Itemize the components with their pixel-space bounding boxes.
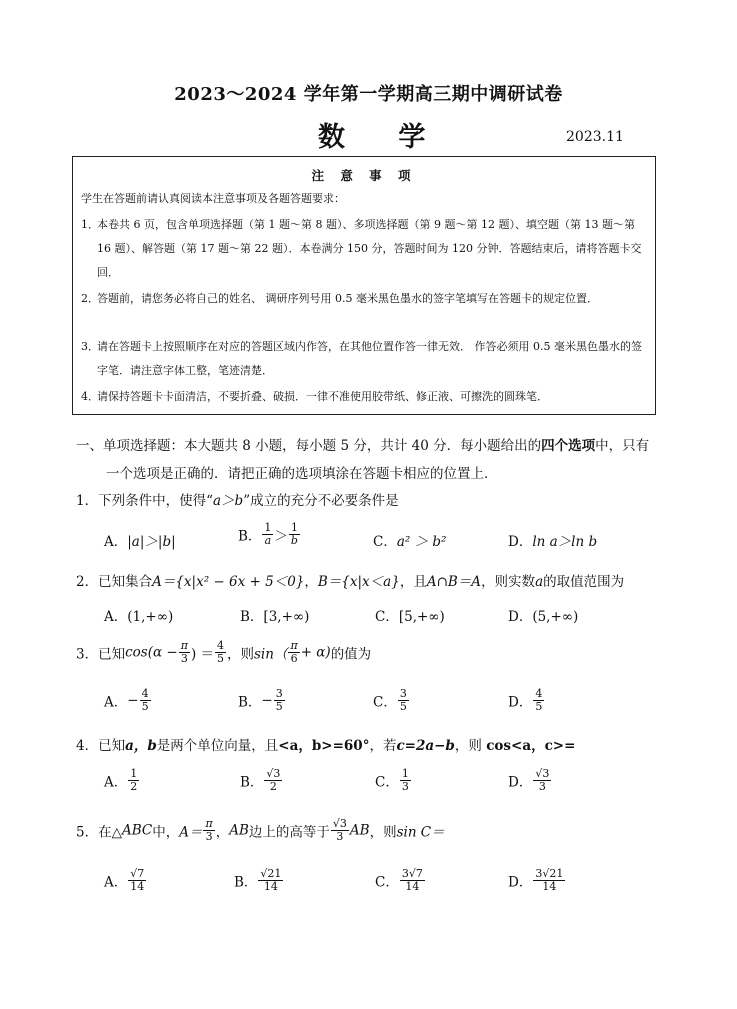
q5-option-a[interactable] (104, 868, 147, 893)
fraction (215, 640, 226, 665)
denominator: a (264, 534, 272, 547)
option-math: ln a＞ln b (532, 534, 598, 550)
notice-item-3 (81, 335, 646, 383)
fraction (398, 688, 409, 713)
numerator: π (180, 639, 188, 652)
q1-option-b[interactable] (238, 522, 301, 547)
denominator: 5 (535, 700, 543, 713)
q2-option-a[interactable] (104, 605, 173, 625)
stem-text: 边上的高等于 (248, 824, 330, 841)
stem-math: ABC (121, 822, 153, 839)
option-letter: D． (508, 874, 533, 891)
numerator: 1 (130, 767, 138, 780)
option-letter: D． (508, 774, 533, 791)
numerator: √3 (332, 817, 347, 830)
numerator: π (205, 817, 213, 830)
stem-math: sin C＝ (396, 824, 445, 841)
fraction (289, 522, 300, 547)
denominator: 5 (141, 700, 149, 713)
fraction (400, 768, 411, 793)
question-3-stem (76, 640, 371, 665)
fraction (533, 868, 565, 893)
fraction (400, 868, 425, 893)
denominator: 5 (275, 700, 283, 713)
denominator: 2 (269, 780, 277, 793)
fraction (262, 522, 273, 547)
denominator: 3 (336, 830, 344, 843)
numerator: 1 (401, 767, 409, 780)
option-math: [5,+∞) (398, 609, 445, 625)
notice-item-number: 3． (81, 340, 99, 353)
denominator: 6 (290, 652, 298, 665)
denominator: 2 (130, 780, 138, 793)
fraction (140, 688, 151, 713)
q3-option-d[interactable] (508, 688, 545, 713)
fraction (288, 640, 299, 665)
stem-math: A＝ (179, 824, 203, 841)
question-2-stem (76, 570, 624, 590)
notice-box (72, 156, 656, 415)
stem-text: ，则 (454, 738, 487, 754)
numerator: 4 (141, 687, 149, 700)
stem-text: 2．已知集合 (76, 574, 153, 590)
option-math: [3,+∞) (263, 609, 310, 625)
q3-option-a[interactable] (104, 688, 152, 713)
denominator: 14 (263, 880, 278, 893)
section-heading (76, 432, 666, 488)
numerator: √7 (130, 867, 145, 880)
option-letter: A． (104, 534, 128, 550)
stem-text: 的取值范围为 (543, 574, 625, 590)
stem-text: 3．已知 (76, 646, 126, 663)
question-5-stem (76, 818, 445, 843)
denominator: 3 (538, 780, 546, 793)
denominator: 5 (217, 652, 224, 665)
fraction (128, 868, 146, 893)
option-letter: B． (238, 694, 262, 711)
q5-option-d[interactable] (508, 868, 566, 893)
notice-item-number: 1． (81, 218, 99, 231)
question-4-stem (76, 734, 575, 754)
section-label: 一、单项选择题： (76, 438, 184, 454)
sign: − (261, 692, 273, 709)
stem-math: sin（ (254, 646, 288, 663)
stem-text: ，则 (369, 824, 397, 841)
stem-text: 4．已知 (76, 738, 126, 754)
stem-math: AB (229, 822, 249, 839)
stem-text: ，则实数 (481, 574, 536, 590)
stem-text: 5．在△ (76, 824, 122, 841)
option-letter: B． (240, 609, 264, 625)
numerator: π (290, 639, 298, 652)
denominator: 14 (542, 880, 557, 893)
stem-math: c=2a−b (396, 738, 455, 754)
option-letter: D． (508, 609, 533, 625)
denominator: 3 (401, 780, 409, 793)
fraction (179, 640, 190, 665)
fraction (331, 818, 349, 843)
option-letter: C． (375, 874, 399, 891)
stem-text: ，若 (369, 738, 397, 754)
fraction (203, 818, 214, 843)
option-letter: B． (234, 874, 258, 891)
option-math: a² ＞ b² (396, 534, 447, 550)
q5-option-b[interactable] (234, 868, 284, 893)
numerator: 3 (275, 687, 283, 700)
numerator: 4 (217, 639, 224, 652)
section-desc-line2: 一个选项是正确的．请把正确的选项填涂在答题卡相应的位置上． (106, 466, 498, 482)
notice-item-number: 2． (81, 292, 99, 305)
stem-math: B＝{x|x＜a} (317, 574, 400, 590)
q3-option-c[interactable] (373, 688, 410, 713)
option-letter: A． (104, 874, 128, 891)
fraction (264, 768, 282, 793)
option-letter: C． (375, 609, 399, 625)
numerator: 3√21 (535, 867, 564, 880)
numerator: 3√7 (401, 867, 423, 880)
numerator: √3 (266, 767, 281, 780)
numerator: 4 (535, 687, 543, 700)
option-letter: C． (373, 534, 397, 550)
notice-item-1 (81, 213, 646, 285)
denominator: b (290, 534, 298, 547)
fraction (274, 688, 285, 713)
option-letter: A． (104, 609, 128, 625)
numerator: 3 (399, 687, 407, 700)
q2-option-b[interactable] (240, 605, 309, 625)
denominator: 3 (205, 830, 213, 843)
stem-text: ”成立的充分不必要条件是 (243, 493, 399, 509)
sign: − (127, 692, 139, 709)
option-letter: A． (104, 694, 128, 711)
stem-math: AB (349, 822, 370, 839)
section-desc-cont: 中，只有 (595, 438, 650, 454)
stem-text: ，则 (227, 646, 254, 663)
q4-option-a[interactable] (104, 768, 140, 793)
q4-option-b[interactable] (240, 768, 283, 793)
subject-heading: 数 学 (318, 122, 448, 153)
notice-item-number: 4． (81, 390, 99, 403)
operator: ＞ (274, 528, 288, 545)
fraction (258, 868, 283, 893)
option-letter: D． (508, 534, 533, 550)
option-letter: C． (375, 774, 399, 791)
q5-option-c[interactable] (375, 868, 426, 893)
q4-option-c[interactable] (375, 768, 412, 793)
stem-text: 中， (152, 824, 180, 841)
q4-option-d[interactable] (508, 768, 552, 793)
denominator: 5 (399, 700, 407, 713)
q2-option-c[interactable] (375, 605, 445, 625)
exam-date: 2023.11 (566, 129, 624, 145)
stem-text: 1．下列条件中，使得“ (76, 493, 213, 509)
q1-option-a[interactable] (104, 530, 176, 550)
notice-item-text: 本卷共 6 页，包含单项选择题（第 1 题～第 8 题）、多项选择题（第 9 题～第 12 题）、填空题（第 13 题～第 16 题）、解答题（第 17 题～第 22 题）．本卷满分 150 分，答题时间为 120 分钟．答题结束后，请将答题卡交回． (97, 218, 642, 279)
stem-math: + α) (300, 644, 331, 661)
q3-option-b[interactable] (238, 688, 286, 713)
notice-item-2 (81, 287, 646, 311)
numerator: 1 (290, 521, 298, 534)
stem-text: ， (304, 574, 318, 590)
q1-option-d[interactable] (508, 530, 597, 550)
notice-item-text: 请在答题卡上按照顺序在对应的答题区域内作答，在其他位置作答一律无效． 作答必须用 0.5 毫米黑色墨水的签字笔．请注意字体工整，笔迹清楚． (97, 340, 642, 377)
option-math: (1,+∞) (127, 609, 174, 625)
stem-math: ) ＝ (190, 646, 214, 663)
fraction (128, 768, 139, 793)
exam-title: 2023～2024 学年第一学期高三期中调研试卷 (174, 84, 563, 105)
denominator: 3 (180, 652, 188, 665)
option-letter: C． (373, 694, 397, 711)
notice-heading: 注 意 事 项 (311, 168, 417, 183)
stem-text: 是两个单位向量，且 (156, 738, 279, 754)
option-letter: D． (508, 694, 533, 711)
stem-text: 的值为 (330, 646, 372, 663)
denominator: 14 (130, 880, 145, 893)
stem-text: ，且 (399, 574, 427, 590)
numerator: √21 (260, 867, 282, 880)
stem-math: cos(α − (125, 644, 178, 661)
option-letter: B． (238, 528, 262, 545)
q1-option-c[interactable] (373, 530, 446, 550)
option-letter: B． (240, 774, 264, 791)
stem-math: A＝{x|x² − 6x + 5＜0} (152, 574, 305, 590)
stem-math: <a，b>=60° (278, 738, 370, 754)
question-1-stem (76, 489, 399, 509)
option-math: |a|＞|b| (127, 534, 176, 550)
fraction (533, 768, 551, 793)
stem-math: cos<a，c>= (486, 738, 576, 754)
stem-math: a＞b (213, 493, 244, 509)
numerator: 1 (264, 521, 272, 534)
option-math: (5,+∞) (532, 609, 579, 625)
section-desc: 本大题共 8 小题，每小题 5 分，共计 40 分．每小题给出的 (184, 438, 542, 454)
section-emphasis: 四个选项 (541, 438, 596, 454)
stem-math: A∩B＝A (426, 574, 482, 590)
stem-math: a (535, 574, 544, 590)
numerator: √3 (535, 767, 550, 780)
notice-item-4 (81, 385, 646, 409)
stem-text: ， (215, 824, 230, 841)
denominator: 14 (405, 880, 420, 893)
notice-item-text: 请保持答题卡卡面清洁，不要折叠、破损．一律不准使用胶带纸、修正液、可擦洗的圆珠笔． (97, 390, 548, 403)
q2-option-d[interactable] (508, 605, 578, 625)
option-letter: A． (104, 774, 128, 791)
notice-intro: 学生在答题前请认真阅读本注意事项及各题答题要求： (81, 192, 345, 205)
stem-math: a，b (125, 738, 157, 754)
notice-item-text: 答题前，请您务必将自己的姓名、 调研序列号用 0.5 毫米黑色墨水的签字笔填写在答题卡的规定位置． (97, 292, 598, 305)
fraction (533, 688, 544, 713)
